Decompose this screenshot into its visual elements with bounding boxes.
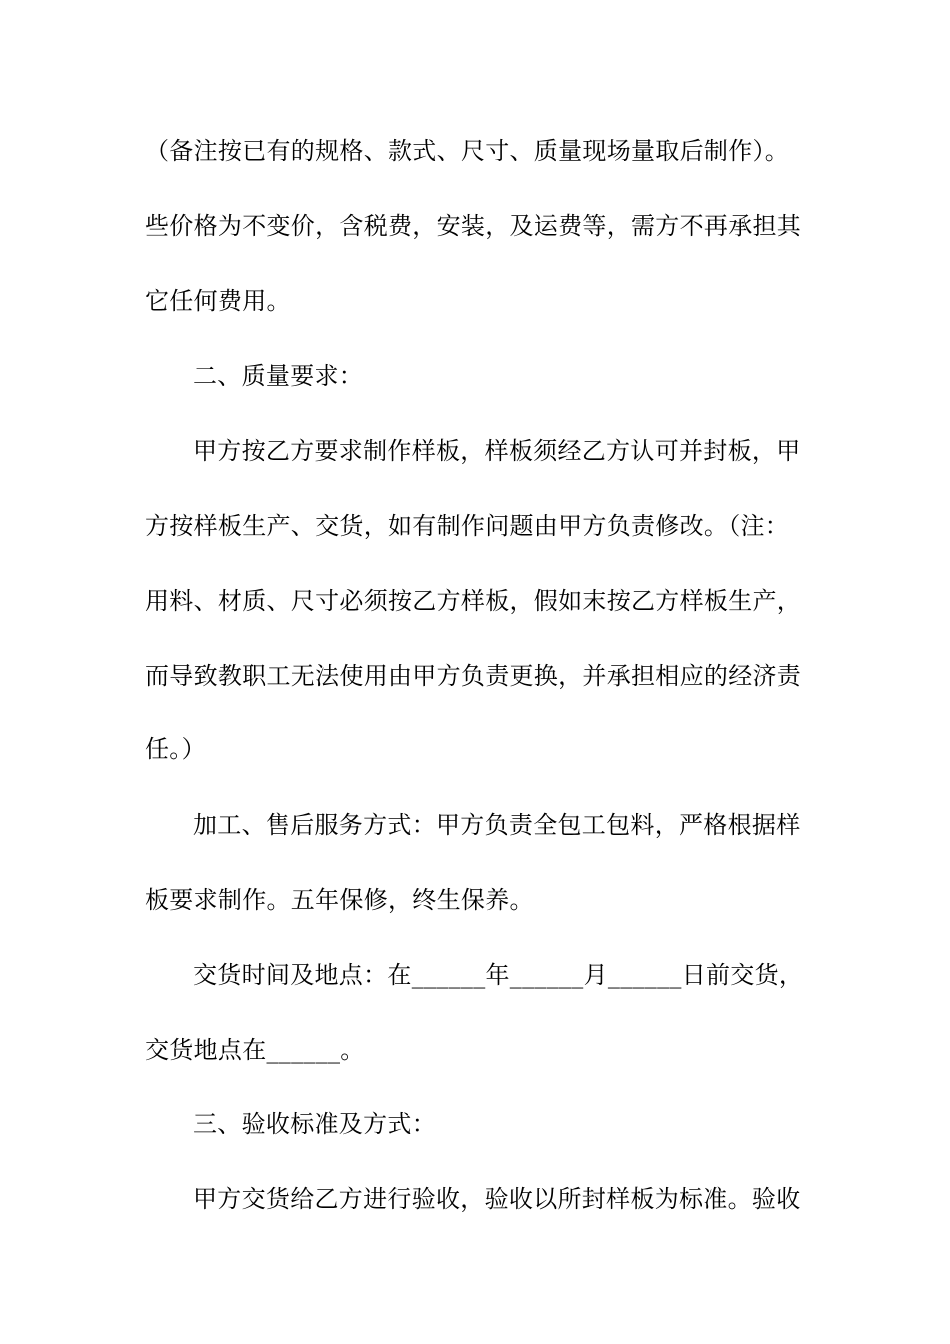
paragraph-first-line: 甲方按乙方要求制作样板，样板须经乙方认可并封板，甲	[193, 437, 801, 465]
paragraph-first-line: 甲方交货给乙方进行验收，验收以所封样板为标准。验收	[193, 1185, 801, 1213]
section-heading: 二、质量要求：	[193, 362, 364, 390]
section-heading: 三、验收标准及方式：	[193, 1110, 436, 1138]
text-line: 而导致教职工无法使用由甲方负责更换，并承担相应的经济责	[145, 662, 802, 690]
paragraph-first-line: 交货时间及地点：在______年______月______日前交货，	[193, 961, 804, 989]
text-line: （备注按已有的规格、款式、尺寸、质量现场量取后制作）。	[145, 137, 790, 165]
paragraph-first-line: 加工、售后服务方式：甲方负责全包工包料，严格根据样	[193, 811, 801, 839]
text-line: 交货地点在______。	[145, 1036, 365, 1064]
text-line: 方按样板生产、交货，如有制作问题由甲方负责修改。（注：	[145, 512, 790, 540]
text-line: 任。）	[145, 735, 206, 763]
text-line: 它任何费用。	[145, 287, 291, 315]
text-line: 用料、材质、尺寸必须按乙方样板，假如末按乙方样板生产，	[145, 587, 802, 615]
text-line: 些价格为不变价，含税费，安装，及运费等，需方不再承担其	[145, 212, 802, 240]
text-line: 板要求制作。五年保修，终生保养。	[145, 886, 534, 914]
